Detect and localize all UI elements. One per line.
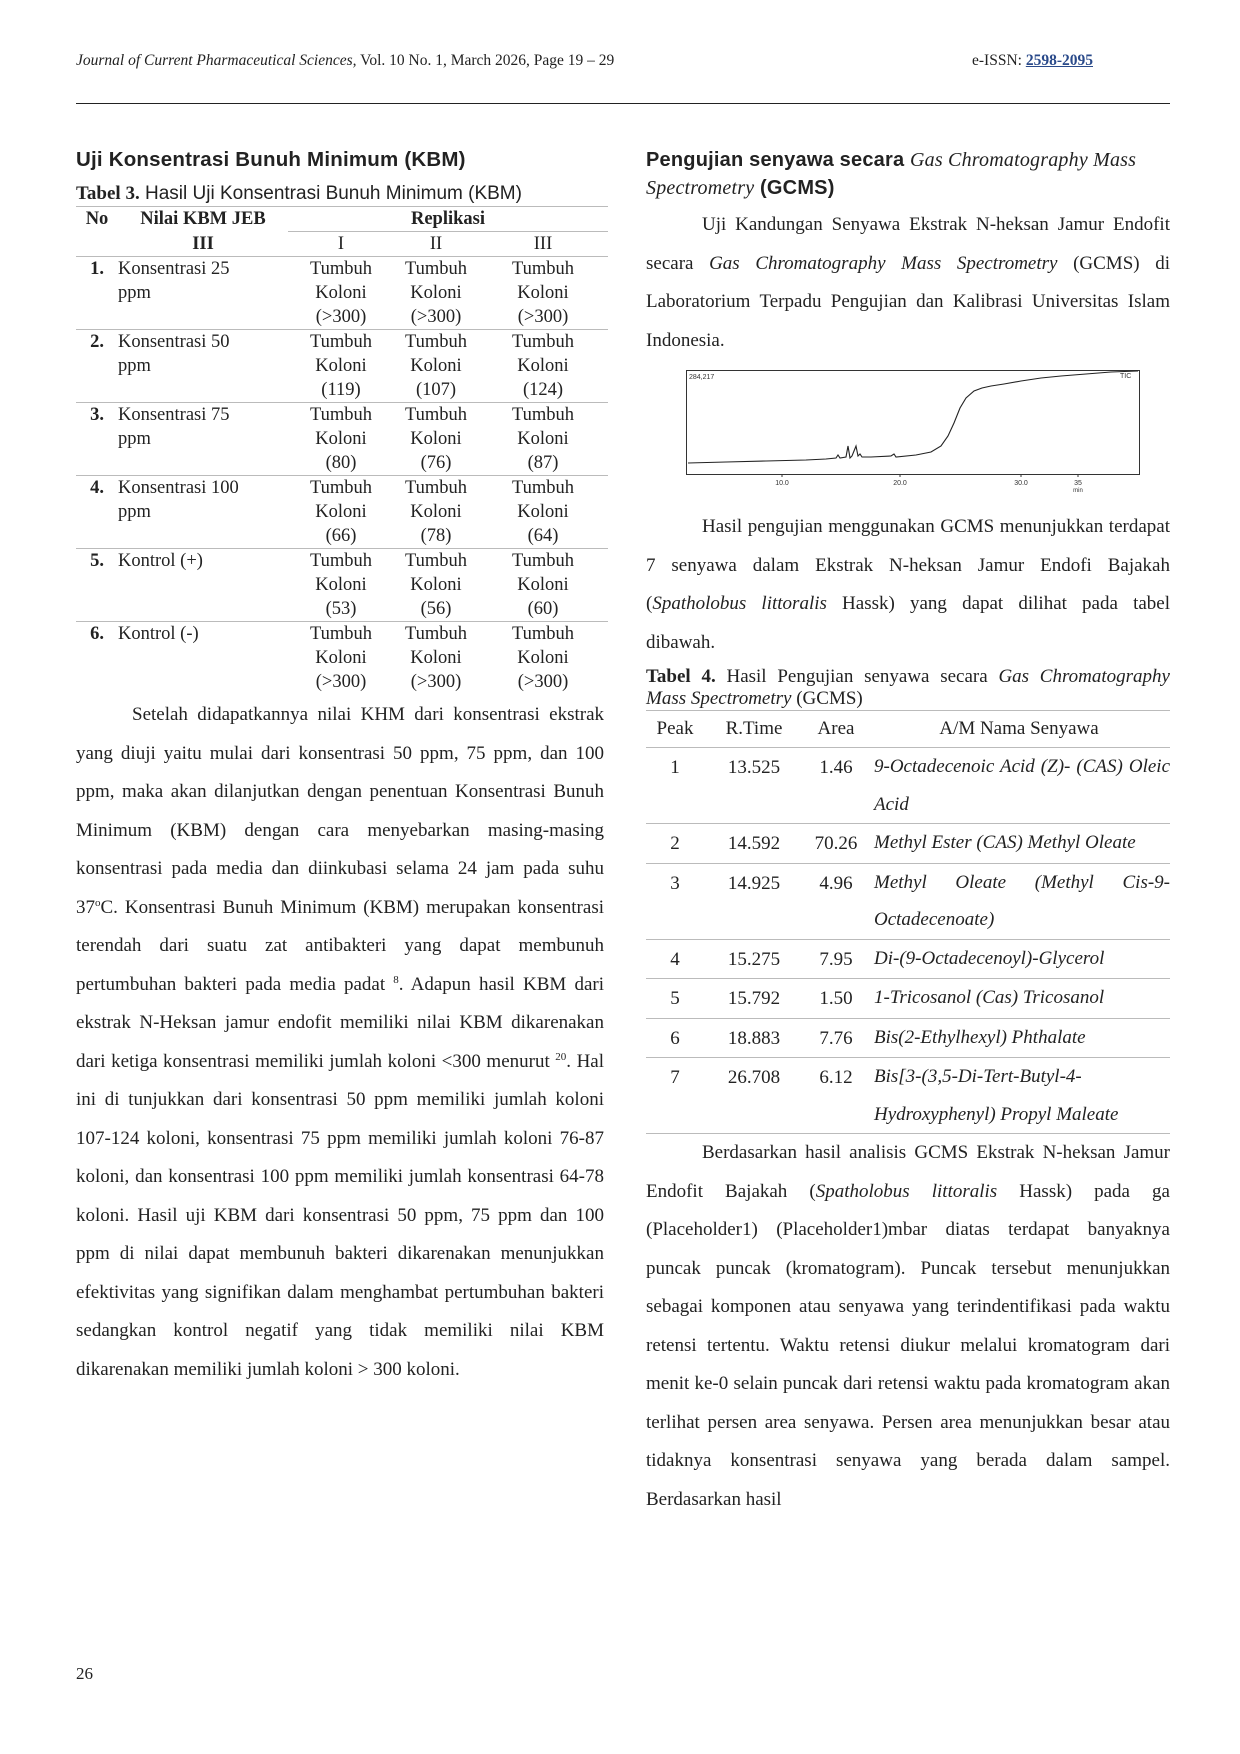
- table3-cell-line: (>300): [410, 672, 462, 692]
- table3-row: [76, 622, 608, 695]
- intro-part1: Uji Kandungan Senyawa Ekstrak N-heksan Jamur Endofit secara: [646, 214, 1170, 274]
- chromatogram-trace-label: TIC: [1120, 373, 1132, 380]
- table3-sub-i: I: [288, 232, 394, 257]
- table3-cell-replikasi: [288, 476, 394, 549]
- table3-cell-replikasi: [288, 257, 394, 330]
- table3-cell-line: Tumbuh: [404, 624, 468, 644]
- table4-row: [646, 863, 1170, 939]
- table3-caption-label: Tabel 3.: [76, 183, 140, 204]
- table3-cell-line: Koloni: [517, 356, 569, 376]
- table4-cell-rtime: 26.708: [704, 1058, 804, 1134]
- table3-header-nilai-2: III: [192, 233, 214, 254]
- right-column: [646, 140, 1170, 1519]
- heading-gcms-part2: (GCMS): [754, 177, 835, 199]
- table3-cell-replikasi: [394, 403, 478, 476]
- table3-cell-line: (124): [522, 380, 564, 400]
- running-header: [76, 52, 1170, 70]
- table4-cell-name: Methyl Ester (CAS) Methyl Oleate: [868, 824, 1170, 864]
- paragraph-kbm-part1: Setelah didapatkannya nilai KHM dari konsentrasi ekstrak yang diuji yaitu mulai dari konsentrasi 50 ppm, 75 ppm, dan 100 ppm, maka akan dilanjutkan dengan penentuan Konsentrasi Bunuh Minimum (KBM) dengan cara menyebarkan masing-masing konsentrasi pada media dan diinkubasi selama 24 jam pada suhu 37: [76, 704, 604, 918]
- table3-cell-line: Tumbuh: [404, 332, 468, 352]
- table4-row: [646, 748, 1170, 824]
- table3-cell-line: Tumbuh: [309, 332, 373, 352]
- chromatogram-x-tick-label: 35: [1074, 480, 1082, 487]
- paragraph-kbm-part3: . Adapun hasil KBM dari ekstrak N-Heksan jamur endofit memiliki nilai KBM dikarenakan dari ketiga konsentrasi memiliki jumlah koloni <300 menurut: [76, 973, 604, 1072]
- header-rule: [76, 103, 1170, 104]
- chromatogram-trace: [688, 371, 1138, 463]
- table3-cell-line: Koloni: [517, 429, 569, 449]
- chromatogram-x-unit: min: [1073, 488, 1083, 494]
- table4-cell-peak: 3: [646, 863, 704, 939]
- table3-label-line: Konsentrasi 75: [118, 405, 230, 425]
- table3-cell-replikasi: [478, 476, 608, 549]
- table3: [76, 206, 608, 694]
- table3-cell-line: Tumbuh: [309, 478, 373, 498]
- table3-cell-line: (76): [420, 453, 452, 473]
- table3-label-line: Konsentrasi 25: [118, 259, 230, 279]
- heading-gcms-italic: Gas Chromatography Mass Spectrometry: [646, 149, 1137, 199]
- table3-cell-replikasi: [478, 549, 608, 622]
- table3-cell-line: Koloni: [410, 575, 462, 595]
- table4-caption-italic: Gas Chromatography Mass Spectrometry: [646, 666, 1170, 709]
- table3-cell-replikasi: [394, 330, 478, 403]
- table4-header-area: Area: [804, 711, 868, 748]
- table4-caption: [646, 666, 1170, 710]
- table3-label-line: ppm: [118, 283, 151, 303]
- table4-cell-area: 6.12: [804, 1058, 868, 1134]
- chromatogram-figure: [686, 366, 1140, 494]
- table3-cell-line: Koloni: [315, 429, 367, 449]
- table4-cell-rtime: 18.883: [704, 1018, 804, 1058]
- paragraph-kbm-part2: C. Konsentrasi Bunuh Minimum (KBM) merupakan konsentrasi terendah dari suatu zat antibakteri yang dapat membunuh pertumbuhan bakteri pada media padat: [76, 896, 604, 995]
- table3-header-no: No: [76, 207, 118, 232]
- table3-cell-line: (78): [420, 526, 452, 546]
- table3-cell-line: (>300): [315, 672, 367, 692]
- paragraph-kbm: [76, 696, 604, 1389]
- intro-italic: Gas Chromatography Mass Spectrometry: [709, 252, 1058, 274]
- table3-label-line: Kontrol (-): [118, 624, 199, 644]
- table3-label-line: Konsentrasi 50: [118, 332, 230, 352]
- table3-cell-replikasi: [478, 257, 608, 330]
- paragraph-gcms-intro: [646, 206, 1170, 360]
- table4: [646, 710, 1170, 1134]
- table4-cell-rtime: 15.275: [704, 939, 804, 979]
- chromatogram-y-label: 284,217: [689, 374, 715, 381]
- table3-cell-line: (56): [420, 599, 452, 619]
- table3-row: [76, 257, 608, 330]
- table3-cell-line: Koloni: [315, 648, 367, 668]
- table4-cell-peak: 7: [646, 1058, 704, 1134]
- table3-row: [76, 403, 608, 476]
- table3-cell-line: Koloni: [315, 283, 367, 303]
- table4-header-name: A/M Nama Senyawa: [868, 711, 1170, 748]
- table3-cell-replikasi: [394, 476, 478, 549]
- intro-part2: (GCMS) di Laboratorium Terpadu Pengujian dan Kalibrasi Universitas Islam Indonesia.: [646, 252, 1170, 351]
- chromatogram-x-tick-label: 30.0: [1014, 480, 1028, 487]
- table3-cell-label: [118, 549, 288, 622]
- table3-cell-line: Koloni: [517, 648, 569, 668]
- table3-cell-line: Tumbuh: [404, 478, 468, 498]
- table3-cell-replikasi: [394, 622, 478, 695]
- table4-cell-name: 1-Tricosanol (Cas) Tricosanol: [868, 979, 1170, 1019]
- table3-cell-no: 6.: [76, 622, 118, 695]
- issn-link[interactable]: 2598-2095: [1025, 52, 1093, 69]
- table3-cell-line: Tumbuh: [309, 405, 373, 425]
- table4-cell-peak: 1: [646, 748, 704, 824]
- chromatogram-svg: [686, 366, 1140, 494]
- table3-header-replikasi: Replikasi: [288, 207, 608, 232]
- table3-cell-replikasi: [288, 330, 394, 403]
- table3-cell-line: Koloni: [315, 575, 367, 595]
- table3-cell-replikasi: [478, 330, 608, 403]
- table3-cell-line: Tumbuh: [511, 624, 575, 644]
- heading-gcms-part1: Pengujian senyawa secara: [646, 149, 911, 171]
- table3-cell-replikasi: [288, 549, 394, 622]
- table3-label-line: ppm: [118, 429, 151, 449]
- chromatogram-x-tick-label: 10.0: [775, 480, 789, 487]
- table3-row: [76, 549, 608, 622]
- table4-row: [646, 939, 1170, 979]
- result-italic: Spatholobus littoralis: [652, 593, 827, 614]
- table3-label-line: ppm: [118, 356, 151, 376]
- table4-row: [646, 1058, 1170, 1134]
- table3-cell-line: Tumbuh: [511, 332, 575, 352]
- table3-sub-ii: II: [394, 232, 478, 257]
- table3-cell-replikasi: [288, 403, 394, 476]
- chromatogram-x-axis: [775, 474, 1083, 494]
- table4-cell-name: Methyl Oleate (Methyl Cis-9-Octadecenoate): [868, 863, 1170, 939]
- table3-cell-line: (>300): [410, 307, 462, 327]
- table3-cell-line: Tumbuh: [309, 624, 373, 644]
- table4-cell-rtime: 15.792: [704, 979, 804, 1019]
- table4-cell-rtime: 14.925: [704, 863, 804, 939]
- table3-row: [76, 330, 608, 403]
- citation-ref: 20: [555, 1050, 567, 1063]
- table3-cell-line: (60): [527, 599, 559, 619]
- table3-cell-line: (80): [325, 453, 357, 473]
- table3-cell-line: (107): [415, 380, 457, 400]
- table4-caption-label: Tabel 4.: [646, 666, 716, 687]
- table4-cell-rtime: 14.592: [704, 824, 804, 864]
- table3-label-line: Konsentrasi 100: [118, 478, 239, 498]
- result-part2: Hassk) yang dapat dilihat pada tabel dibawah.: [646, 593, 1171, 653]
- table3-cell-line: Koloni: [410, 648, 462, 668]
- section-heading-kbm: Uji Konsentrasi Bunuh Minimum (KBM): [76, 148, 466, 171]
- table4-row: [646, 979, 1170, 1019]
- table3-cell-line: (53): [325, 599, 357, 619]
- table3-cell-no: 5.: [76, 549, 118, 622]
- table3-cell-no: 3.: [76, 403, 118, 476]
- table4-cell-area: 7.76: [804, 1018, 868, 1058]
- table4-cell-peak: 2: [646, 824, 704, 864]
- table3-caption-text: Hasil Uji Konsentrasi Bunuh Minimum (KBM): [139, 183, 522, 204]
- table4-cell-name: Bis(2-Ethylhexyl) Phthalate: [868, 1018, 1170, 1058]
- issn: [972, 52, 1093, 70]
- table3-cell-label: [118, 330, 288, 403]
- table3-cell-line: Tumbuh: [511, 405, 575, 425]
- table3-cell-line: Koloni: [410, 429, 462, 449]
- journal-title: Journal of Current Pharmaceutical Sciences,: [76, 52, 357, 69]
- table3-label-line: ppm: [118, 502, 151, 522]
- table3-cell-line: Koloni: [517, 283, 569, 303]
- table3-cell-no: 2.: [76, 330, 118, 403]
- table4-cell-area: 1.50: [804, 979, 868, 1019]
- table3-cell-line: Tumbuh: [511, 478, 575, 498]
- paragraph-gcms-result: [646, 508, 1170, 662]
- table3-cell-line: (119): [321, 380, 361, 400]
- table3-cell-line: Koloni: [315, 356, 367, 376]
- table3-cell-line: Tumbuh: [511, 551, 575, 571]
- table4-row: [646, 824, 1170, 864]
- chromatogram-x-tick-label: 20.0: [893, 480, 907, 487]
- paragraph-kbm-part4: . Hal ini di tunjukkan dari konsentrasi 50 ppm memiliki jumlah koloni 107-124 koloni, konsentrasi 75 ppm memiliki jumlah koloni 76-87 koloni, dan konsentrasi 100 ppm memiliki jumlah konsentrasi 64-78 koloni. Hasil uji KBM dari konsentrasi 50 ppm, 75 ppm dan 100 ppm di nilai dapat membunuh bakteri dikarenakan menunjukkan efektivitas yang signifikan dalam menghambat pertumbuhan bakteri sedangkan kontrol negatif yang tidak memiliki nilai KBM dikarenakan memiliki jumlah koloni > 300 koloni.: [76, 1050, 605, 1380]
- table4-cell-peak: 6: [646, 1018, 704, 1058]
- table3-header-nilai: Nilai KBM JEB: [118, 207, 288, 232]
- page-number: 26: [76, 1664, 93, 1683]
- analysis-part1: Berdasarkan hasil analisis GCMS Ekstrak N-heksan Jamur Endofit Bajakah (: [646, 1142, 1170, 1202]
- table4-cell-area: 7.95: [804, 939, 868, 979]
- table3-cell-line: Tumbuh: [309, 551, 373, 571]
- table3-cell-line: (>300): [517, 672, 569, 692]
- table4-cell-name: Di-(9-Octadecenoyl)-Glycerol: [868, 939, 1170, 979]
- table3-cell-replikasi: [394, 257, 478, 330]
- table4-cell-name: 9-Octadecenoic Acid (Z)- (CAS) Oleic Acid: [868, 748, 1170, 824]
- paragraph-gcms-analysis: [646, 1134, 1170, 1519]
- table3-cell-line: Tumbuh: [309, 259, 373, 279]
- table3-caption: [76, 182, 604, 206]
- table4-cell-peak: 5: [646, 979, 704, 1019]
- table4-cell-area: 4.96: [804, 863, 868, 939]
- issn-label: e-ISSN:: [972, 52, 1026, 69]
- analysis-part2: Hassk) pada ga (Placeholder1) (Placeholder1)mbar diatas terdapat banyaknya puncak puncak (kromatogram). Puncak tersebut menunjukkan sebagai komponen atau senyawa yang terindentifikasi pada waktu retensi tertentu. Waktu retensi diukur melalui kromatogram dari menit ke-0 selain puncak dari retensi waktu pada kromatogram akan terlihat persen area senyawa. Persen area menunjukkan besar atau tidaknya konsentrasi senyawa yang berada dalam sampel. Berdasarkan hasil: [646, 1180, 1170, 1510]
- table3-cell-label: [118, 476, 288, 549]
- table3-cell-line: (>300): [517, 307, 569, 327]
- result-part1: Hasil pengujian menggunakan GCMS menunjukkan terdapat 7 senyawa dalam Ekstrak N-heksan Jamur Endofi Bajakah (: [646, 516, 1170, 614]
- table4-cell-area: 70.26: [804, 824, 868, 864]
- volume-info: Vol. 10 No. 1, March 2026, Page 19 – 29: [356, 52, 615, 69]
- table4-row: [646, 1018, 1170, 1058]
- table3-cell-line: (66): [325, 526, 357, 546]
- table3-cell-no: 1.: [76, 257, 118, 330]
- table3-sub-iii: III: [478, 232, 608, 257]
- analysis-italic: Spatholobus littoralis: [815, 1180, 998, 1202]
- table3-row: [76, 476, 608, 549]
- table3-cell-replikasi: [478, 403, 608, 476]
- table3-cell-replikasi: [478, 622, 608, 695]
- table3-cell-line: Koloni: [410, 502, 462, 522]
- table3-cell-line: (87): [527, 453, 559, 473]
- table3-cell-replikasi: [394, 549, 478, 622]
- table3-cell-line: Koloni: [410, 356, 462, 376]
- table4-caption-end: (GCMS): [791, 688, 863, 709]
- table3-cell-line: Koloni: [517, 502, 569, 522]
- table3-cell-replikasi: [288, 622, 394, 695]
- table4-caption-text: Hasil Pengujian senyawa secara: [715, 666, 999, 687]
- table4-cell-peak: 4: [646, 939, 704, 979]
- table3-cell-line: Koloni: [517, 575, 569, 595]
- table3-cell-line: Koloni: [410, 283, 462, 303]
- table3-label-line: Kontrol (+): [118, 551, 203, 571]
- table3-cell-no: 4.: [76, 476, 118, 549]
- table4-header-rtime: R.Time: [704, 711, 804, 748]
- table4-cell-rtime: 13.525: [704, 748, 804, 824]
- table3-cell-line: Tumbuh: [404, 259, 468, 279]
- table3-cell-line: Tumbuh: [511, 259, 575, 279]
- table3-cell-line: Tumbuh: [404, 405, 468, 425]
- table3-cell-line: (>300): [315, 307, 367, 327]
- citation-ref: 8: [393, 973, 399, 986]
- degree-sup: o: [95, 896, 101, 909]
- section-heading-gcms: [646, 146, 1170, 202]
- table4-cell-name: Bis[3-(3,5-Di-Tert-Butyl-4-Hydroxyphenyl) Propyl Maleate: [868, 1058, 1170, 1134]
- table3-cell-line: Koloni: [315, 502, 367, 522]
- table3-cell-line: (64): [527, 526, 559, 546]
- table4-cell-area: 1.46: [804, 748, 868, 824]
- left-column: [76, 140, 604, 1389]
- table4-header-peak: Peak: [646, 711, 704, 748]
- table3-cell-label: [118, 257, 288, 330]
- table3-cell-label: [118, 622, 288, 695]
- table3-cell-line: Tumbuh: [404, 551, 468, 571]
- table3-cell-label: [118, 403, 288, 476]
